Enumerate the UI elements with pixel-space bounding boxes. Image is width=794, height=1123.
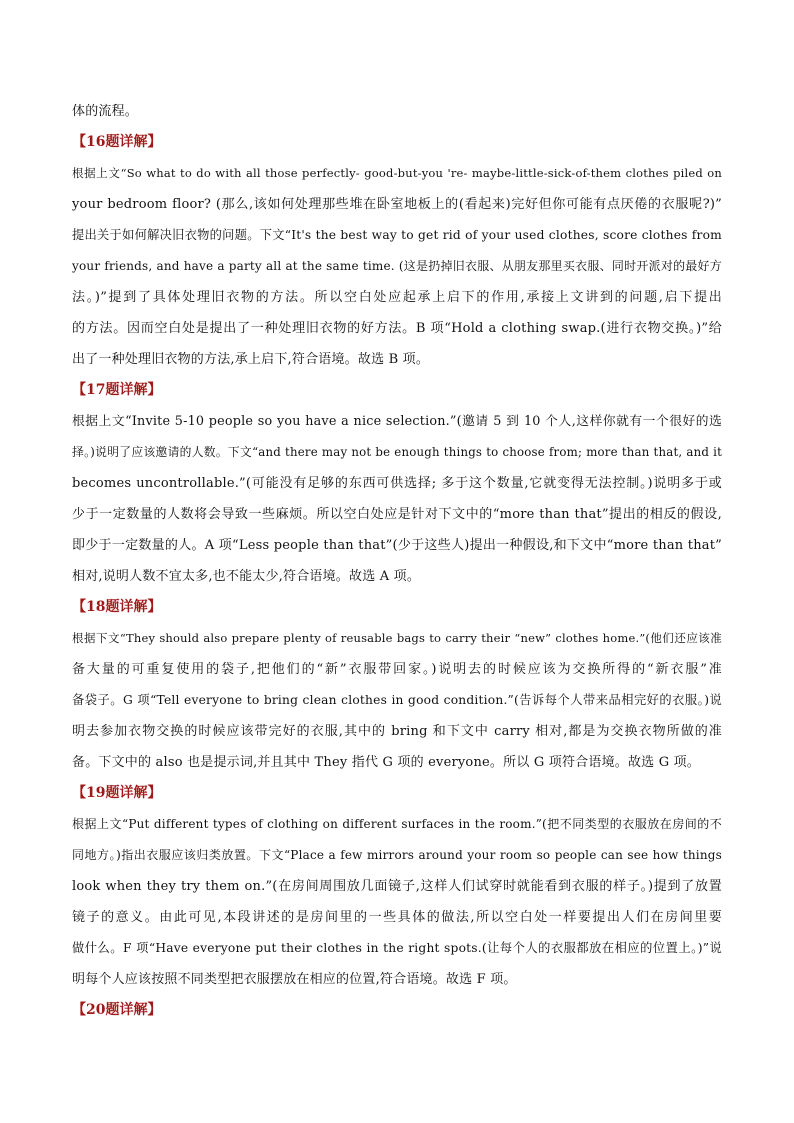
paragraph-line: 明去参加衣物交换的时候应该带完好的衣服,其中的 bring 和下文中 carry 相对,都是为交换衣物所做的准 [72,724,722,739]
paragraph-line: 提出关于如何解决旧衣物的问题。下文“It's the best way to get rid of your used clothes, score clothes from [72,228,722,242]
section-heading-19: 【19题详解】 [72,785,162,801]
paragraph-line: your bedroom floor? (那么,该如何处理那些堆在卧室地板上的(看起来)完好但你可能有点厌倦的衣服呢?)” [72,197,722,212]
paragraph-line: 备袋子。G 项“Tell everyone to bring clean clothes in good condition.”(告诉每个人带来品相完好的衣服。)说 [72,693,722,707]
paragraph-line: 体的流程。 [72,104,139,119]
paragraph-line: your friends, and have a party all at the same time. (这是扔掉旧衣服、从朋友那里买衣服、同时开派对的最好方 [72,259,722,273]
paragraph-line: 根据上文“Invite 5-10 people so you have a nice selection.”(邀请 5 到 10 个人,这样你就有一个很好的选 [72,414,722,429]
paragraph-line: 镜子的意义。由此可见,本段讲述的是房间里的一些具体的做法,所以空白处一样要提出人们在房间里要 [72,910,722,925]
paragraph-line: 备。下文中的 also 也是提示词,并且其中 They 指代 G 项的 everyone。所以 G 项符合语境。故选 G 项。 [72,755,701,770]
paragraph-line: 根据上文“Put different types of clothing on different surfaces in the room.”(把不同类型的衣服放在房间的不 [72,817,722,831]
section-heading-16: 【16题详解】 [72,134,162,150]
paragraph-line: 做什么。F 项“Have everyone put their clothes in the right spots.(让每个人的衣服都放在相应的位置上。)”说 [72,941,722,955]
paragraph-line: 的方法。因而空白处是提出了一种处理旧衣物的好方法。B 项“Hold a clothing swap.(进行衣物交换。)”给 [72,321,722,336]
section-heading-18: 【18题详解】 [72,599,162,615]
answer-explanations [72,96,722,1026]
section-heading-17: 【17题详解】 [72,382,162,398]
paragraph-line: 法。)”提到了具体处理旧衣物的方法。所以空白处应起承上启下的作用,承接上文讲到的问题,启下提出 [72,290,722,305]
paragraph-line: 备大量的可重复使用的袋子,把他们的“新”衣服带回家。)说明去的时候应该为交换所得的“新衣服”准 [72,662,722,677]
paragraph-line: 同地方。)指出衣服应该归类放置。下文“Place a few mirrors around your room so people can see how things [72,848,722,862]
paragraph-line: 出了一种处理旧衣物的方法,承上启下,符合语境。故选 B 项。 [72,352,430,367]
paragraph-line: 根据下文“They should also prepare plenty of reusable bags to carry their “new” clothes home.”(他们还应该准 [72,631,722,645]
paragraph-line: 少于一定数量的人数将会导致一些麻烦。所以空白处应是针对下文中的“more than that”提出的相反的假设, [72,507,722,522]
paragraph-line: 明每个人应该按照不同类型把衣服摆放在相应的位置,符合语境。故选 F 项。 [72,972,517,987]
paragraph-line: look when they try them on.”(在房间周围放几面镜子,这样人们试穿时就能看到衣服的样子。)提到了放置 [72,879,722,894]
paragraph-line: 择。)说明了应该邀请的人数。下文“and there may not be enough things to choose from; more than that, and it [72,445,722,459]
paragraph-line: 即少于一定数量的人。A 项“Less people than that”(少于这些人)提出一种假设,和下文中“more than that” [72,538,722,553]
paragraph-line: 根据上文“So what to do with all those perfectly- good-but-you 're- maybe-little-sick-of-them clothes piled on [72,166,722,180]
paragraph-line: becomes uncontrollable.”(可能没有足够的东西可供选择; 多于这个数量,它就变得无法控制。)说明多于或 [72,476,722,491]
paragraph-line: 相对,说明人数不宜太多,也不能太少,符合语境。故选 A 项。 [72,569,421,584]
section-heading-20: 【20题详解】 [72,1002,162,1018]
